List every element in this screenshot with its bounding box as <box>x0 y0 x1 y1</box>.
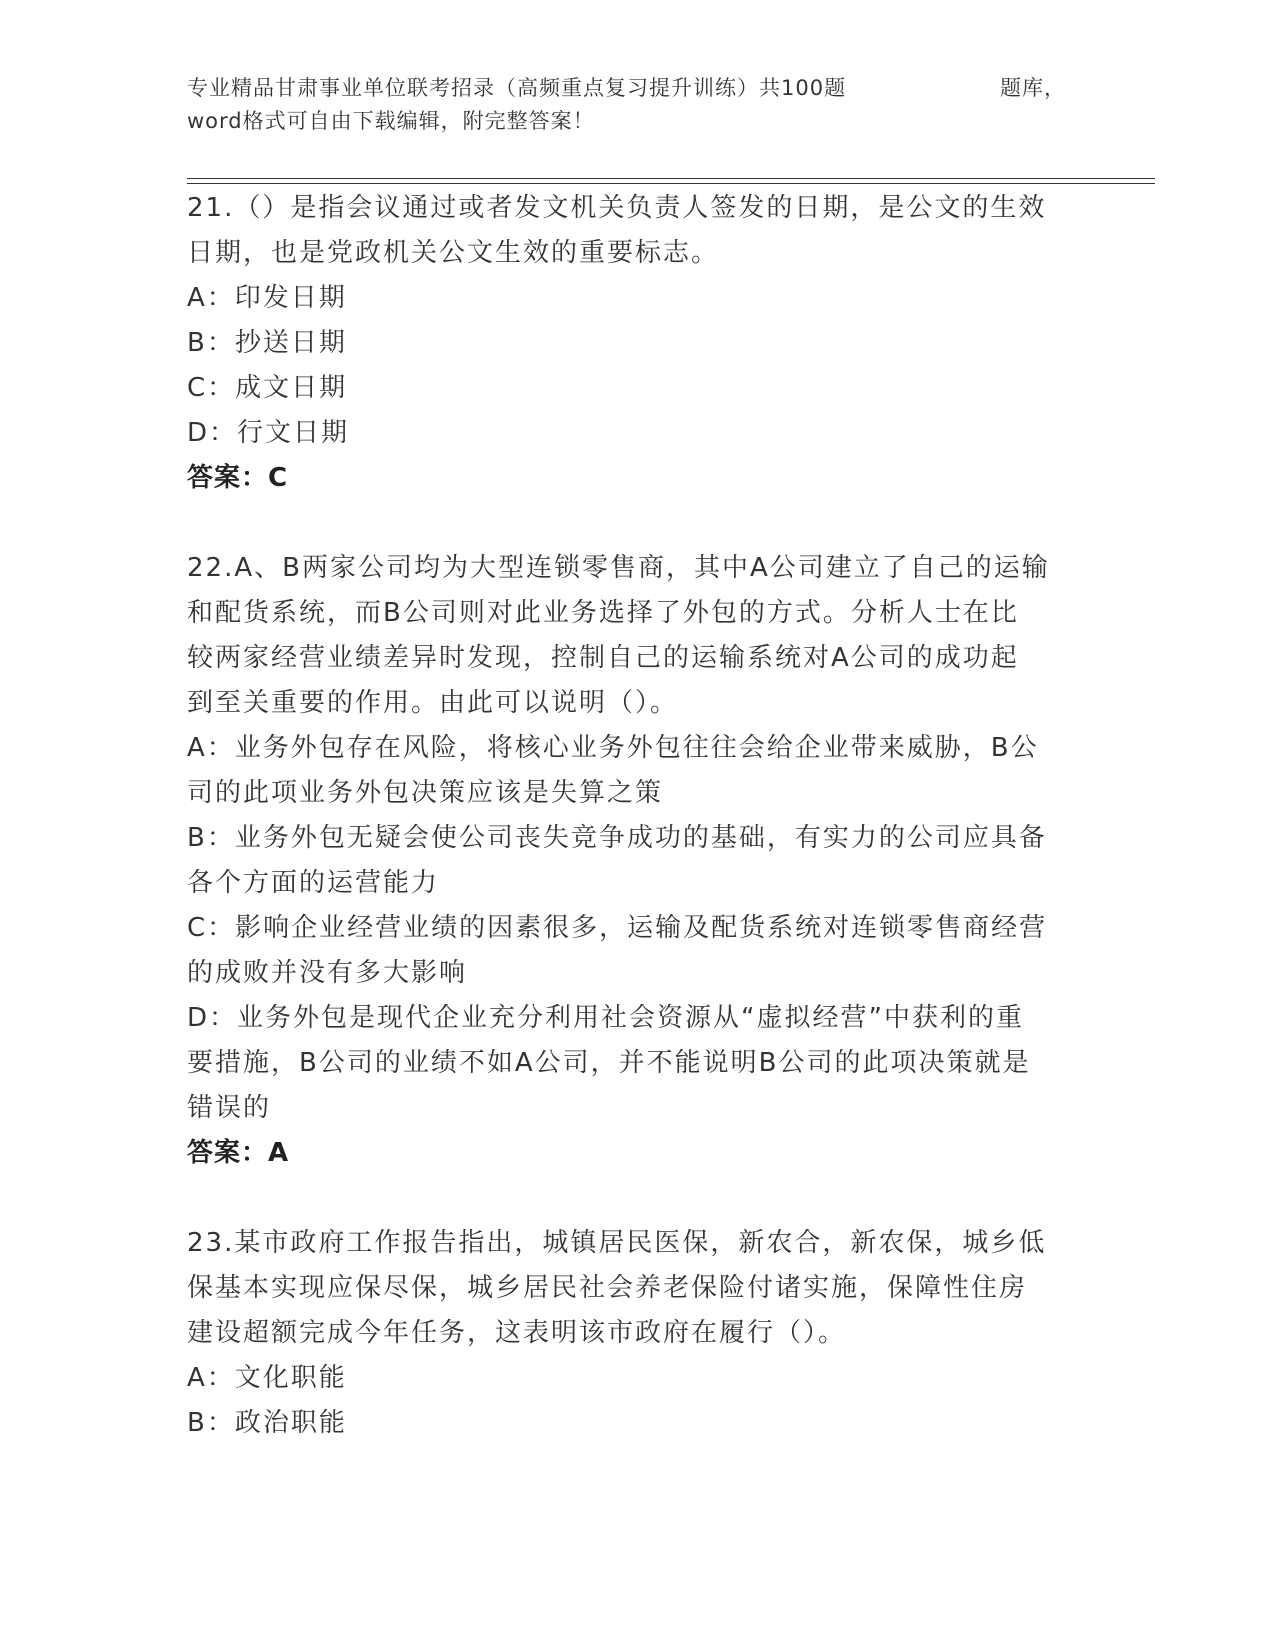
stem-line: 到至关重要的作用。由此可以说明（）。 <box>187 688 679 718</box>
option-line: 要措施，B公司的业绩不如A公司，并不能说明B公司的此项决策就是 <box>187 1048 1031 1078</box>
option-b <box>187 321 1087 366</box>
question-stem <box>187 1221 1087 1356</box>
option-d <box>187 411 1087 456</box>
option-a <box>187 276 1087 321</box>
stem-line: 保基本实现应保尽保，城乡居民社会养老保险付诸实施，保障性住房 <box>187 1273 1028 1303</box>
answer-line: 答案：C <box>187 463 289 493</box>
option-line: 错误的 <box>187 1093 272 1123</box>
answer-line: 答案：A <box>187 1138 290 1168</box>
option-line: A：业务外包存在风险，将核心业务外包往往会给企业带来威胁，B公 <box>187 733 1039 763</box>
option-d <box>187 996 1087 1131</box>
page-header <box>187 72 1087 138</box>
option-line: B：抄送日期 <box>187 328 347 358</box>
header-title: 专业精品甘肃事业单位联考招录（高频重点复习提升训练）共100题 <box>187 76 847 100</box>
option-a <box>187 726 1087 816</box>
question-list <box>187 186 1087 1491</box>
option-line: B：政治职能 <box>187 1408 347 1438</box>
option-line: C：成文日期 <box>187 373 348 403</box>
option-c <box>187 906 1087 996</box>
question-stem <box>187 546 1087 726</box>
header-subtitle: word格式可自由下载编辑，附完整答案！ <box>187 109 595 133</box>
option-a <box>187 1356 1087 1401</box>
option-b <box>187 816 1087 906</box>
stem-line: 较两家经营业绩差异时发现，控制自己的运输系统对A公司的成功起 <box>187 643 1019 673</box>
question-23 <box>187 1221 1087 1446</box>
question-22 <box>187 546 1087 1176</box>
option-line: D：行文日期 <box>187 418 350 448</box>
option-line: A：文化职能 <box>187 1363 347 1393</box>
option-b <box>187 1401 1087 1446</box>
question-stem <box>187 186 1087 276</box>
option-line: 司的此项业务外包决策应该是失算之策 <box>187 778 664 808</box>
option-line: B：业务外包无疑会使公司丧失竞争成功的基础，有实力的公司应具备 <box>187 823 1047 853</box>
stem-line: 建设超额完成今年任务，这表明该市政府在履行（）。 <box>187 1318 847 1348</box>
option-line: A：印发日期 <box>187 283 347 313</box>
stem-line: 22.A、B两家公司均为大型连锁零售商，其中A公司建立了自己的运输 <box>187 553 1050 583</box>
option-line: 各个方面的运营能力 <box>187 868 440 898</box>
question-21 <box>187 186 1087 501</box>
stem-line: 日期，也是党政机关公文生效的重要标志。 <box>187 238 720 268</box>
header-title-suffix: 题库， <box>1000 76 1066 100</box>
stem-line: 23.某市政府工作报告指出，城镇居民医保，新农合，新农保，城乡低 <box>187 1228 1047 1258</box>
option-line: 的成败并没有多大影响 <box>187 958 468 988</box>
header-divider-top <box>187 178 1155 179</box>
header-divider-bottom <box>187 183 1155 184</box>
option-line: C：影响企业经营业绩的因素很多，运输及配货系统对连锁零售商经营 <box>187 913 1048 943</box>
stem-line: 和配货系统，而B公司则对此业务选择了外包的方式。分析人士在比 <box>187 598 1019 628</box>
option-c <box>187 366 1087 411</box>
stem-line: 21.（）是指会议通过或者发文机关负责人签发的日期，是公文的生效 <box>187 193 1047 223</box>
option-line: D：业务外包是现代企业充分利用社会资源从“虚拟经营”中获利的重 <box>187 1003 1024 1033</box>
